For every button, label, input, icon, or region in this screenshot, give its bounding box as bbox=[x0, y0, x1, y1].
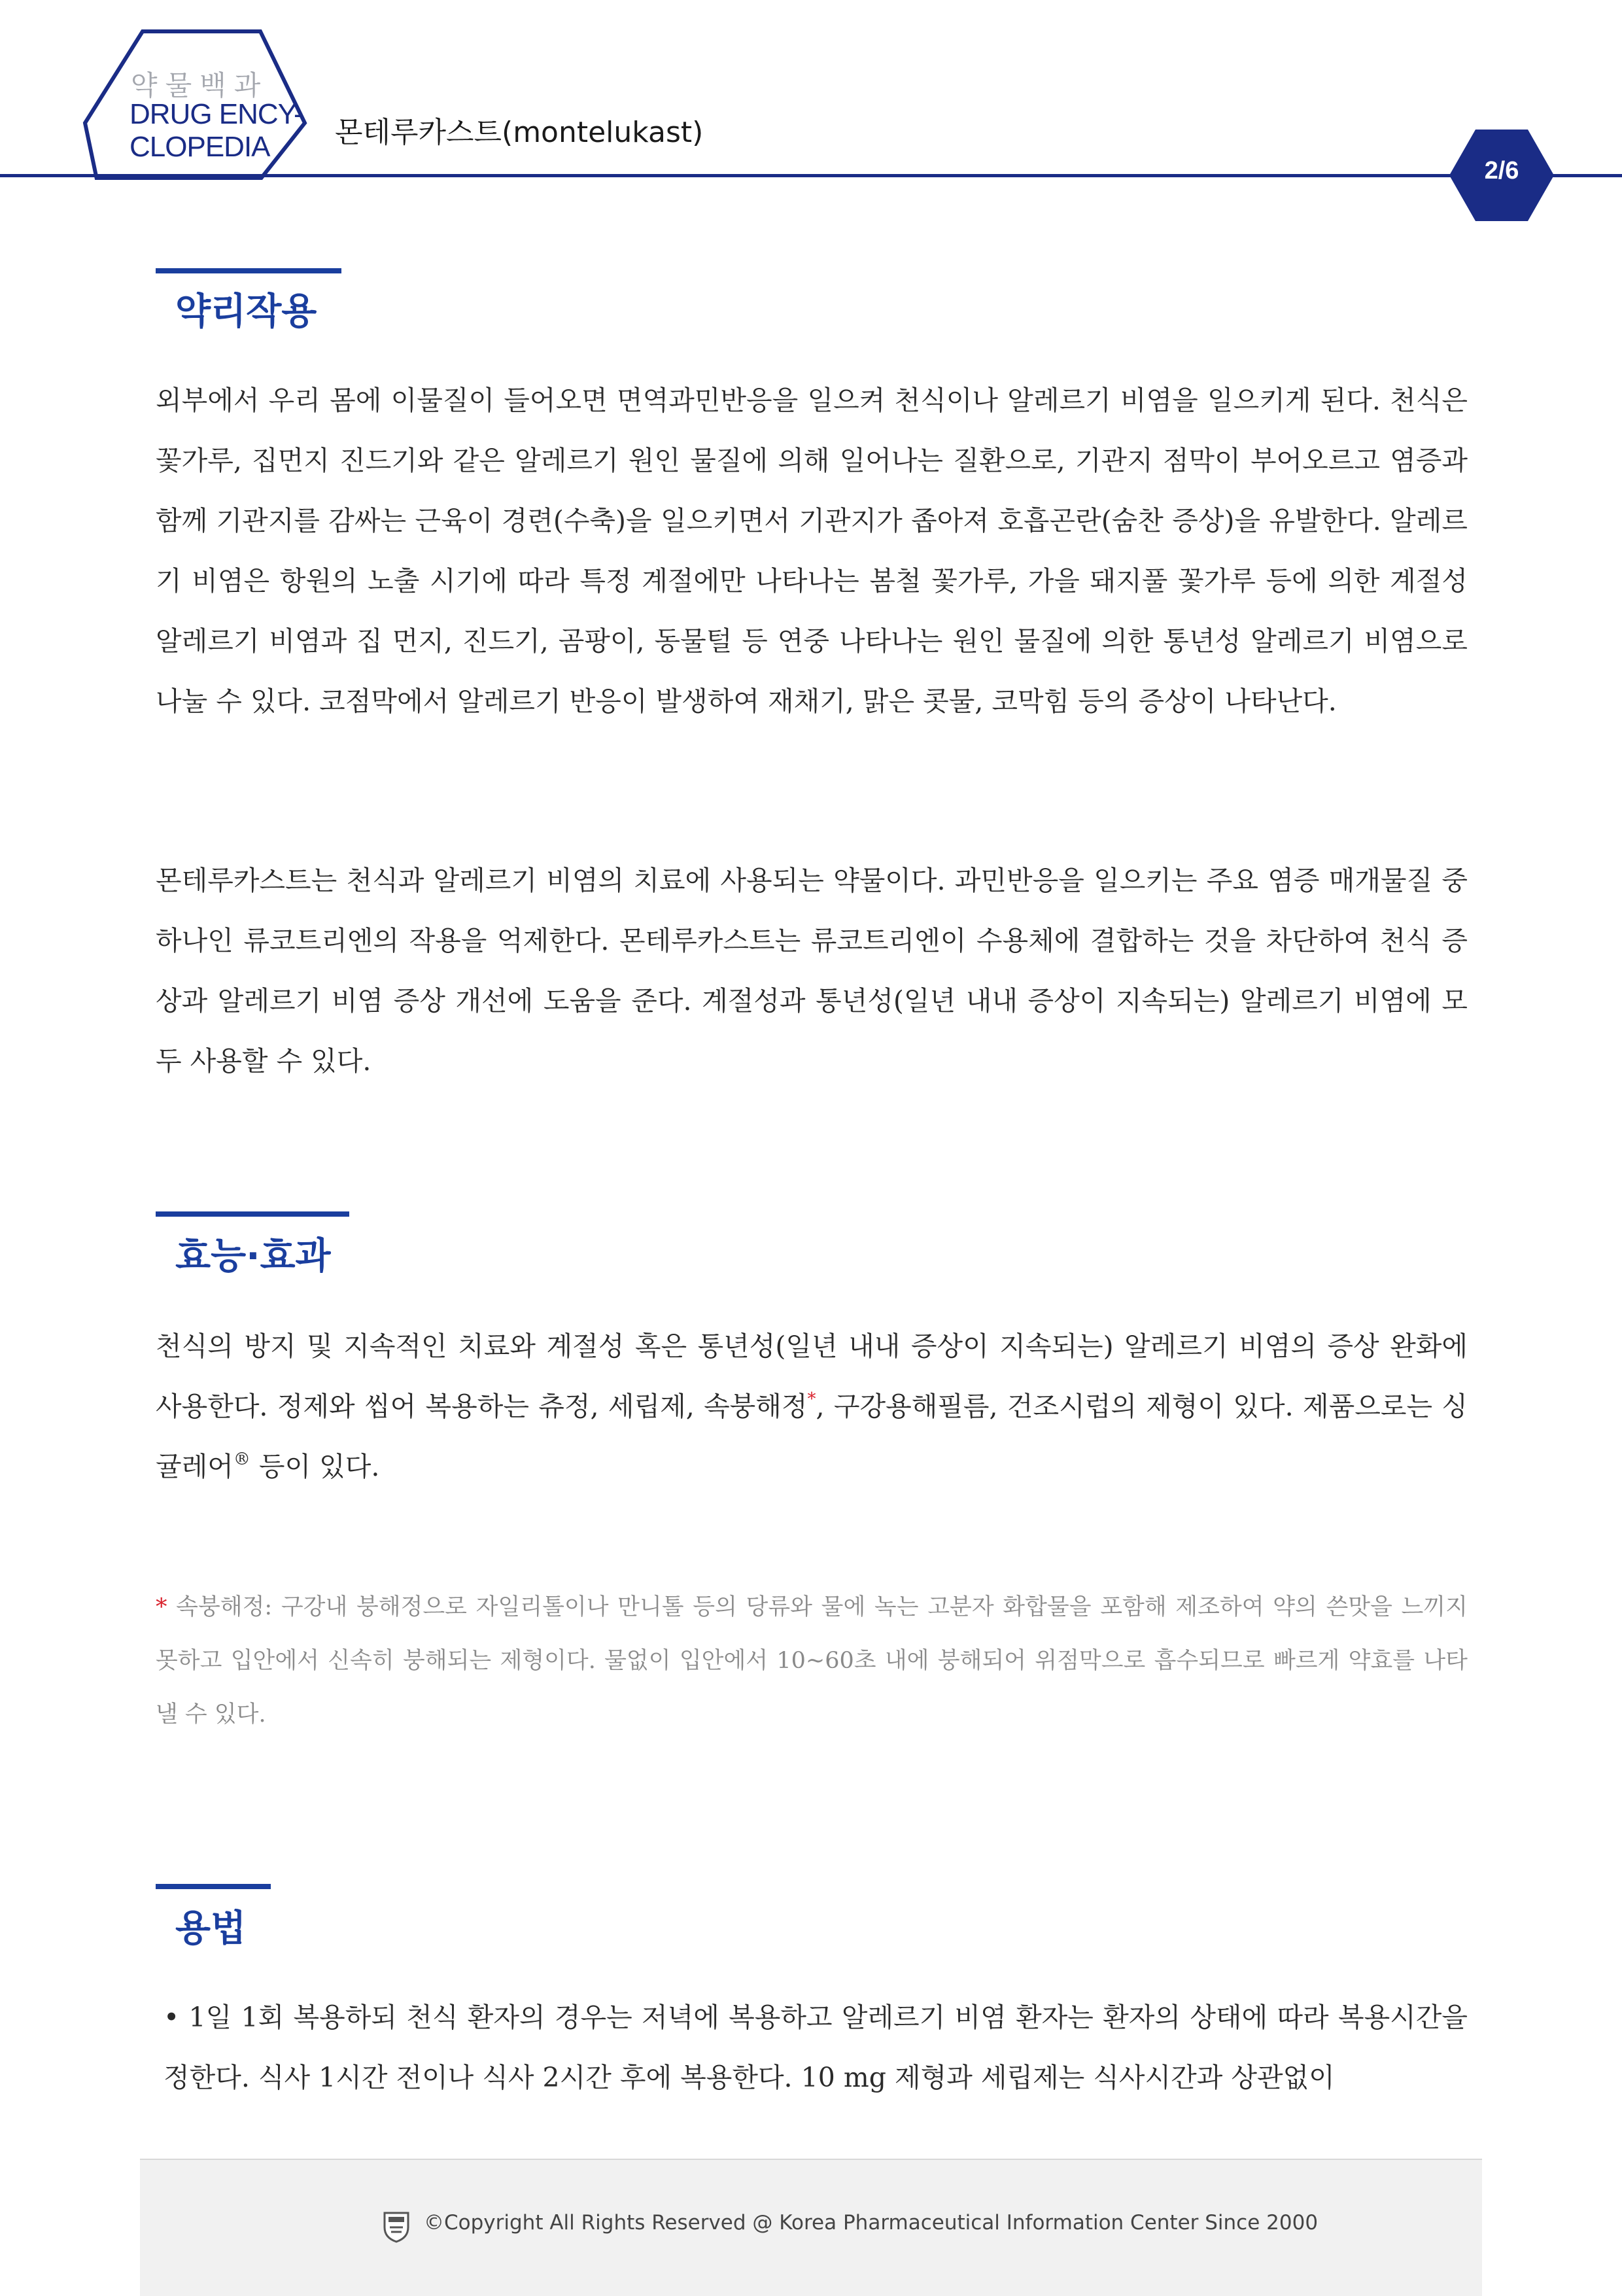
registered-mark: ® bbox=[233, 1450, 250, 1470]
footer bbox=[140, 2159, 1482, 2296]
asterisk-mark: * bbox=[807, 1389, 816, 1410]
footer-copyright: ©Copyright All Rights Reserved @ Korea Pharmaceutical Information Center Since 2000 bbox=[424, 2211, 1319, 2235]
section-title-efficacy: 효능·효과 bbox=[175, 1235, 331, 1278]
page-number: 2/6 bbox=[1484, 157, 1519, 184]
section-bar-pharmacology bbox=[156, 268, 341, 273]
pharmacology-paragraph-1: 외부에서 우리 몸에 이물질이 들어오면 면역과민반응을 일으켜 천식이나 알레르기 비염을 일으키게 된다. 천식은 꽃가루, 집먼지 진드기와 같은 알레르기 원인 물질에 의해 일어나는 질환으로, 기관지 점막이 부어오르고 염증과 함께 기관지를 감싸는 근육이 경련(수축)을 일으키면서 기관지가 좁아져 호흡곤란(숨찬 증상)을 유발한다. 알레르기 비염은 항원의 노출 시기에 따라 특정 계절에만 나타나는 봄철 꽃가루, 가을 돼지풀 꽃가루 등에 의한 계절성 알레르기 비염과 집 먼지, 진드기, 곰팡이, 동물털 등 연중 나타나는 원인 물질에 의한 통년성 알레르기 비염으로 나눌 수 있다. 코점막에서 알레르기 반응이 발생하여 재채기, 맑은 콧물, 코막힘 등의 증상이 나타난다. bbox=[156, 385, 1468, 717]
efficacy-text-1: 천식의 방지 및 지속적인 치료와 계절성 혹은 통년성(일년 내내 증상이 지속되는) 알레르기 비염의 증상 완화에 사용한다. 정제와 씹어 복용하는 츄정, 세립제, 속붕해정 bbox=[156, 1331, 1468, 1422]
header-divider bbox=[0, 174, 1622, 177]
bullet-mark: • bbox=[164, 2002, 180, 2033]
section-bar-efficacy bbox=[156, 1211, 349, 1217]
section-title-pharmacology: 약리작용 bbox=[175, 290, 317, 333]
efficacy-footnote bbox=[156, 1580, 1468, 1741]
drug-title: 몬테루카스트(montelukast) bbox=[335, 116, 704, 149]
footnote-asterisk: * bbox=[156, 1594, 167, 1620]
efficacy-paragraph bbox=[156, 1316, 1468, 1497]
footnote-text: 속붕해정: 구강내 붕해정으로 자일리톨이나 만니톨 등의 당류와 물에 녹는 고분자 화합물을 포함해 제조하여 약의 쓴맛을 느끼지 못하고 입안에서 신속히 붕해되는 제형이다. 물없이 입안에서 10~60초 내에 붕해되어 위점막으로 흡수되므로 빠르게 약효를 나타낼 수 있다. bbox=[156, 1594, 1468, 1728]
pharmacology-paragraph-2: 몬테루카스트는 천식과 알레르기 비염의 치료에 사용되는 약물이다. 과민반응을 일으키는 주요 염증 매개물질 중 하나인 류코트리엔의 작용을 억제한다. 몬테루카스트는 류코트리엔이 수용체에 결합하는 것을 차단하여 천식 증상과 알레르기 비염 증상 개선에 도움을 준다. 계절성과 통년성(일년 내내 증상이 지속되는) 알레르기 비염에 모두 사용할 수 있다. bbox=[156, 865, 1468, 1077]
dosage-bullet-item bbox=[164, 1987, 1468, 2108]
logo-korean-text: 약물백과 bbox=[131, 69, 269, 101]
shield-logo-icon bbox=[382, 2210, 411, 2243]
section-title-dosage: 용법 bbox=[175, 1907, 247, 1950]
section-bar-dosage bbox=[156, 1884, 271, 1889]
logo-english-text: DRUG ENCY- CLOPEDIA bbox=[129, 98, 303, 163]
efficacy-text-2: , 구강용해필름, 건조시럽의 제형이 있다. 제품으로는 싱귤레어 bbox=[156, 1391, 1468, 1482]
efficacy-text-3: 등이 있다. bbox=[250, 1451, 380, 1482]
dosage-bullet-text: 1일 1회 복용하되 천식 환자의 경우는 저녁에 복용하고 알레르기 비염 환자는 환자의 상태에 따라 복용시간을 정한다. 식사 1시간 전이나 식사 2시간 후에 복용한다. 10 mg 제형과 세립제는 식사시간과 상관없이 bbox=[164, 2002, 1468, 2093]
